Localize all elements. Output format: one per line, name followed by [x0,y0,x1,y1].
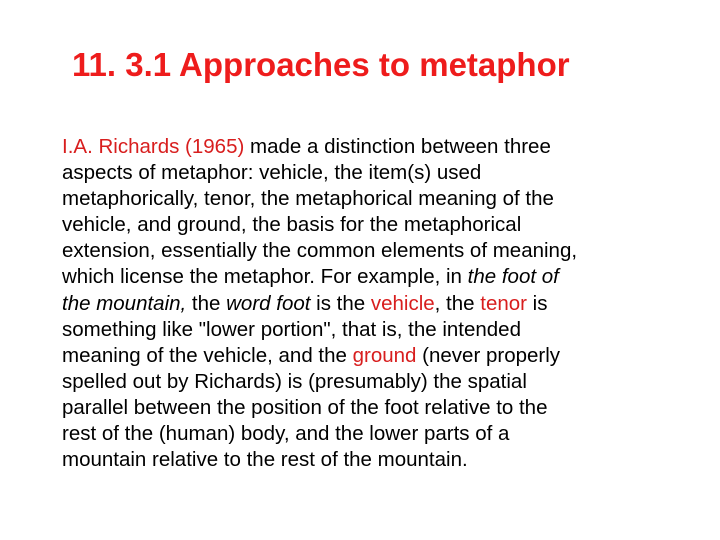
highlighted-term: vehicle [370,291,435,315]
text-run: made a distinction between three [244,135,551,158]
text-run: spelled out by Richards) is (presumably) the spatial [62,369,527,393]
text-line [62,238,577,264]
text-line [62,134,577,160]
text-line [62,212,577,238]
italic-text: word foot [226,291,311,315]
italic-text: the foot of [467,265,559,289]
text-line [62,291,577,317]
text-run: rest of the (human) body, and the lower parts of a [62,422,510,446]
text-line [62,186,577,212]
text-run: is the [310,291,371,315]
text-run: (never properly [416,343,561,367]
text-run: meaning of the vehicle, and the [62,343,353,367]
text-run: is [526,291,548,315]
slide-title: 11. 3.1 Approaches to metaphor [72,46,570,83]
text-line [62,317,577,343]
text-line [62,264,577,290]
italic-text: the mountain, [62,291,187,315]
text-run: which license the metaphor. For example, in [62,265,468,289]
text-run: something like "lower portion", that is, the intended [62,317,521,341]
text-line [62,160,577,186]
text-line [62,421,577,447]
text-run: the [186,291,227,315]
highlighted-term: ground [352,343,417,367]
text-run: vehicle, and ground, the basis for the metaphorical [62,213,522,237]
highlighted-term: I.A. Richards (1965) [62,135,245,158]
highlighted-term: tenor [480,291,527,315]
text-line [62,343,577,369]
text-run: parallel between the position of the foot relative to the [62,395,548,419]
text-run: extension, essentially the common elements of meaning, [62,239,578,263]
text-run: aspects of metaphor: vehicle, the item(s) used [62,161,482,185]
slide-body-text [62,134,577,473]
text-line [62,369,577,395]
text-run: , the [434,291,481,315]
text-run: mountain relative to the rest of the mountain. [62,448,468,472]
text-run: metaphorically, tenor, the metaphorical meaning of the [62,187,554,211]
text-line [62,395,577,421]
text-line [62,447,577,473]
